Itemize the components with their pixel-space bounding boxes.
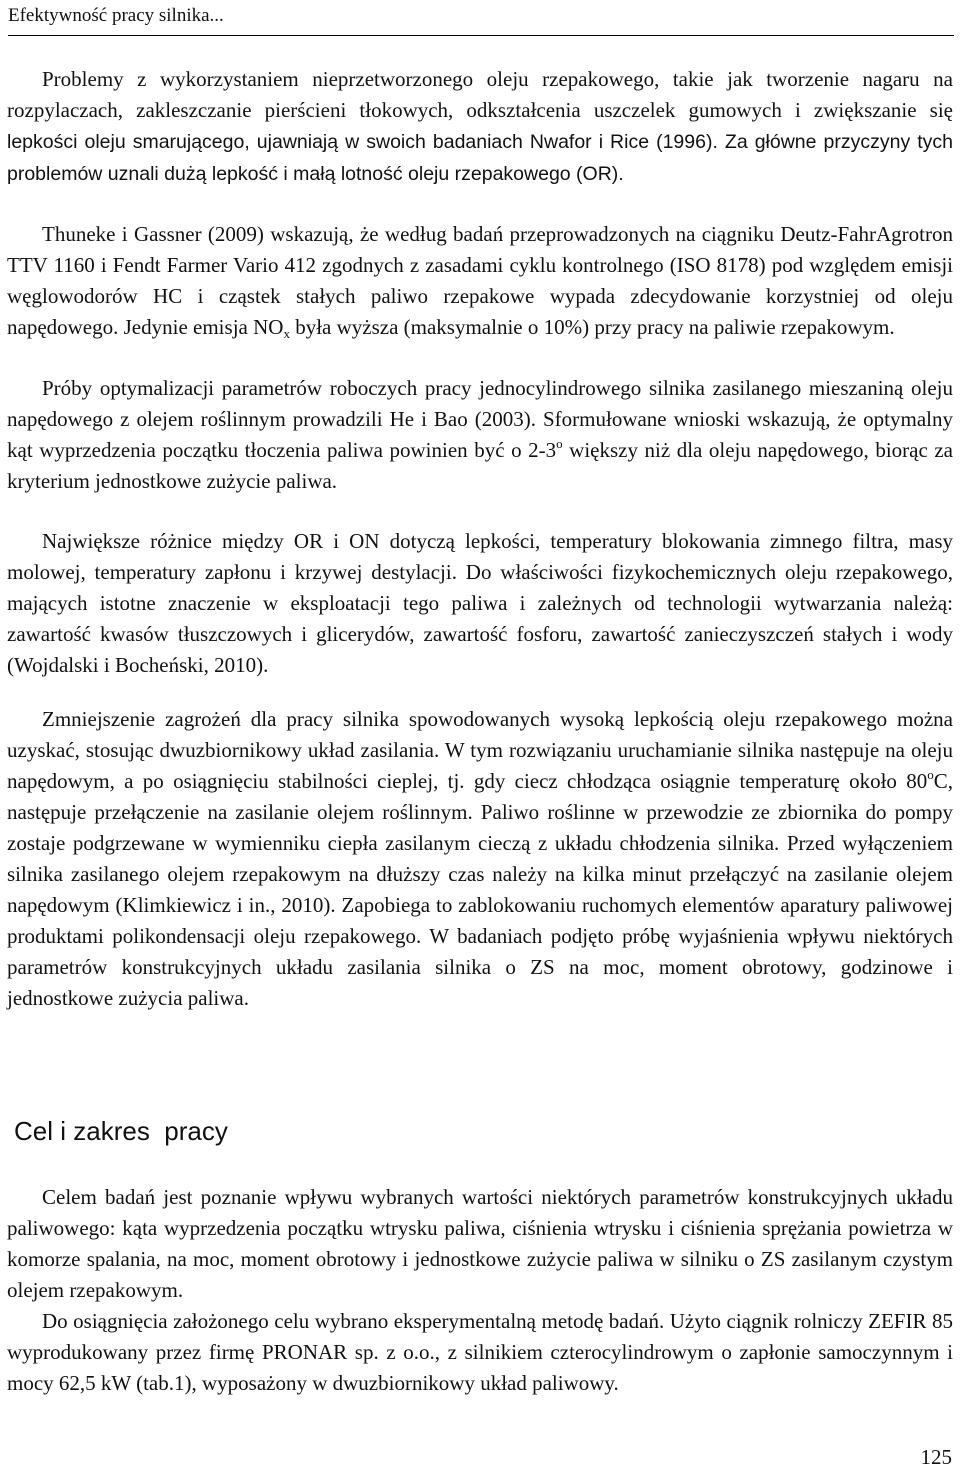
superscript-degree: o <box>556 436 563 451</box>
paragraph-1 <box>7 64 953 190</box>
superscript-degree: o <box>927 767 934 782</box>
paragraph-2-text-a: Thuneke i Gassner (2009) wskazują, że według badań przeprowadzonych na ciągniku Deutz-FahrAgrotron TTV 1160 i Fendt Farmer Vario 412 zgodnych z zasadami cyklu kontrolnego (ISO 8178) pod względem emisji węglowodorów HC i cząstek stałych paliwo rzepakowe wypada zdecydowanie korzystniej od oleju napędowego. Jedynie emisja NO <box>7 222 953 339</box>
paragraph-2-text-b: była wyższa (maksymalnie o 10%) przy pracy na paliwie rzepakowym. <box>289 315 895 339</box>
running-header: Efektywność pracy silnika... <box>8 5 224 26</box>
section-paragraph-1: Celem badań jest poznanie wpływu wybranych wartości niektórych parametrów konstrukcyjnych układu paliwowego: kąta wyprzedzenia początku wtrysku paliwa, ciśnienia wtrysku i ciśnienia sprężania powietrza w komorze spalania, na moc, moment obrotowy i jednostkowe zużycie paliwa w silniku o ZS zasilanym czystym olejem rzepakowym. <box>7 1185 953 1302</box>
paragraph-2 <box>7 219 953 343</box>
paragraph-1-sans: lepkości oleju smarującego, ujawniają w swoich badaniach Nwafor i Rice (1996). Za główne przyczyny tych problemów uznali dużą lepkość i małą lotność oleju rzepakowego (OR). <box>7 131 953 185</box>
section-paragraph-2: Do osiągnięcia założonego celu wybrano eksperymentalną metodę badań. Użyto ciągnik rolniczy ZEFIR 85 wyprodukowany przez firmę PRONAR sp. z o.o., z silnikiem czterocylindrowym o zapłonie samoczynnym i mocy 62,5 kW (tab.1), wyposażony w dwuzbiornikowy układ paliwowy. <box>7 1309 953 1395</box>
subscript-x: x <box>283 326 290 341</box>
page-number: 125 <box>920 1445 952 1469</box>
paragraph-5 <box>7 704 953 1014</box>
paragraph-3-text-a: Próby optymalizacji parametrów roboczych pracy jednocylindrowego silnika zasilanego mieszaniną oleju napędowego z olejem roślinnym prowadzili He i Bao (2003). Sformułowane wnioski wskazują, że optymalny kąt wyprzedzenia początku tłoczenia paliwa powinien być o 2-3 <box>7 376 953 462</box>
header-divider <box>8 35 954 36</box>
section-heading: Cel i zakres pracy <box>14 1116 228 1146</box>
paragraph-5-text-b: C, następuje przełączenie na zasilanie olejem roślinnym. Paliwo roślinne w przewodzie ze zbiornika do pompy zostaje podgrzewane w wymienniku ciepła zasilanym cieczą z układu chłodzenia silnika. Przed wyłączeniem silnika zasilanego olejem rzepakowym na dłuższy czas należy na kilka minut przełączyć na zasilanie olejem napędowym (Klimkiewicz i in., 2010). Zapobiega to zablokowaniu ruchomych elementów aparatury paliwowej produktami polikondensacji oleju rzepakowego. W badaniach podjęto próbę wyjaśnienia wpływu niektórych parametrów konstrukcyjnych układu zasilania silnika o ZS na moc, moment obrotowy, godzinowe i jednostkowe zużycia paliwa. <box>7 769 953 1010</box>
paragraph-4: Największe różnice między OR i ON dotyczą lepkości, temperatury blokowania zimnego filtra, masy molowej, temperatury zapłonu i krzywej destylacji. Do właściwości fizykochemicznych oleju rzepakowego, mających istotne znaczenie w eksploatacji tego paliwa i zależnych od technologii wytwarzania należą: zawartość kwasów tłuszczowych i glicerydów, zawartość fosforu, zawartość zanieczyszczeń stałych i wody (Wojdalski i Bocheński, 2010). <box>7 529 953 677</box>
paragraph-3-text-b: większy niż dla oleju napędowego, biorąc za kryterium jednostkowe zużycie paliwa. <box>7 438 953 493</box>
paragraph-5-text-a: Zmniejszenie zagrożeń dla pracy silnika spowodowanych wysoką lepkością oleju rzepakowego można uzyskać, stosując dwuzbiornikowy układ zasilania. W tym rozwiązaniu uruchamianie silnika następuje na oleju napędowym, a po osiągnięciu stabilności cieplej, tj. gdy ciecz chłodząca osiągnie temperaturę około 80 <box>7 707 953 793</box>
paragraph-3 <box>7 373 953 497</box>
paragraph-1-serif: Problemy z wykorzystaniem nieprzetworzonego oleju rzepakowego, takie jak tworzenie nagaru na rozpylaczach, zakleszczanie pierścieni tłokowych, odkształcenia uszczelek gumowych i zwiększanie się <box>7 67 953 122</box>
